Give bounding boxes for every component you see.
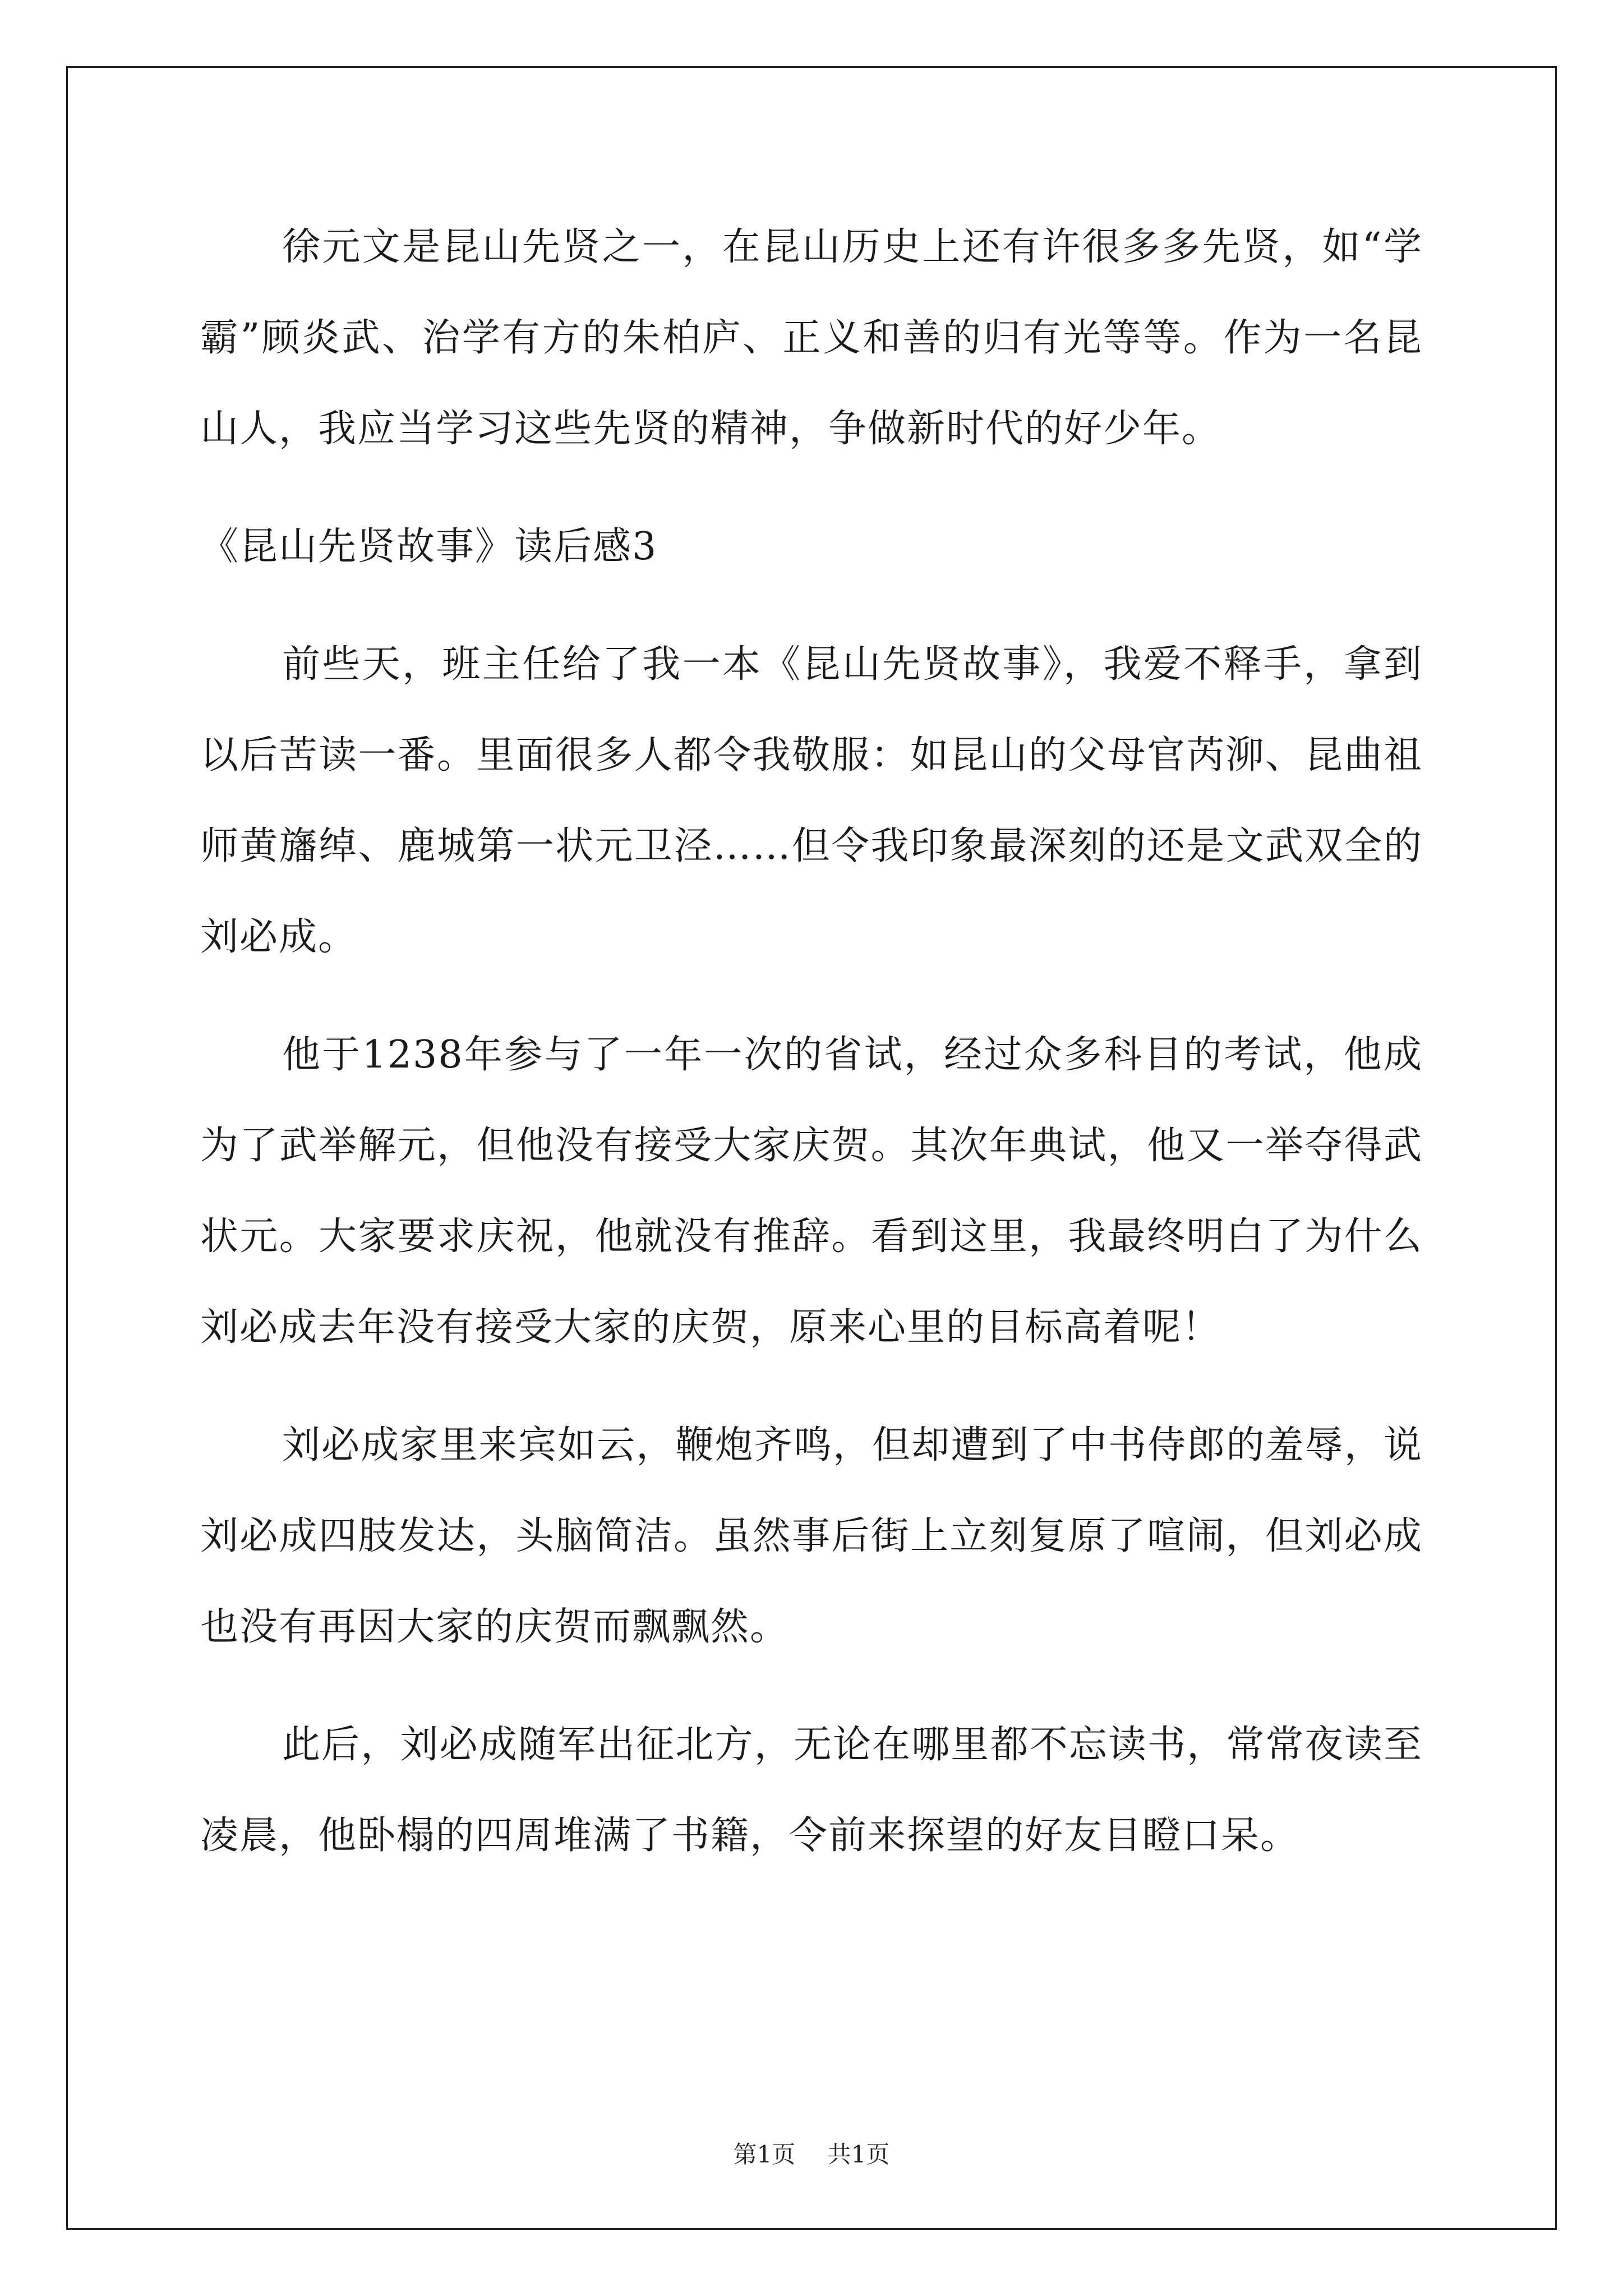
paragraph-2: 前些天，班主任给了我一本《昆山先贤故事》，我爱不释手，拿到以后苦读一番。里面很多人都令我敬服：如昆山的父母官芮泖、昆曲祖师黄旛绰、鹿城第一状元卫泾……但令我印象最深刻的还是文武双全的刘必成。 (200, 642, 1423, 959)
section-heading: 《昆山先贤故事》读后感3 (200, 524, 658, 569)
page-footer (0, 2136, 1623, 2170)
document-body (200, 202, 1423, 1908)
paragraph-3: 他于1238年参与了一年一次的省试，经过众多科目的考试，他成为了武举解元，但他没有接受大家庆贺。其次年典试，他又一举夺得武状元。大家要求庆祝，他就没有推辞。看到这里，我最终明白了为什么刘必成去年没有接受大家的庆贺，原来心里的目标高着呢！ (200, 1033, 1423, 1350)
paragraph-5: 此后，刘必成随军出征北方，无论在哪里都不忘读书，常常夜读至凌晨，他卧榻的四周堆满了书籍，令前来探望的好友目瞪口呆。 (200, 1723, 1423, 1858)
paragraph-1: 徐元文是昆山先贤之一，在昆山历史上还有许很多多先贤，如“学霸”顾炎武、治学有方的朱柏庐、正义和善的归有光等等。作为一名昆山人，我应当学习这些先贤的精神，争做新时代的好少年。 (200, 225, 1423, 451)
paragraph-4: 刘必成家里来宾如云，鞭炮齐鸣，但却遭到了中书侍郎的羞辱，说刘必成四肢发达，头脑简洁。虽然事后街上立刻复原了喧闹，但刘必成也没有再因大家的庆贺而飘飘然。 (200, 1423, 1423, 1649)
page-number-total: 共1页 (827, 2141, 890, 2168)
page-number-current: 第1页 (733, 2141, 796, 2168)
